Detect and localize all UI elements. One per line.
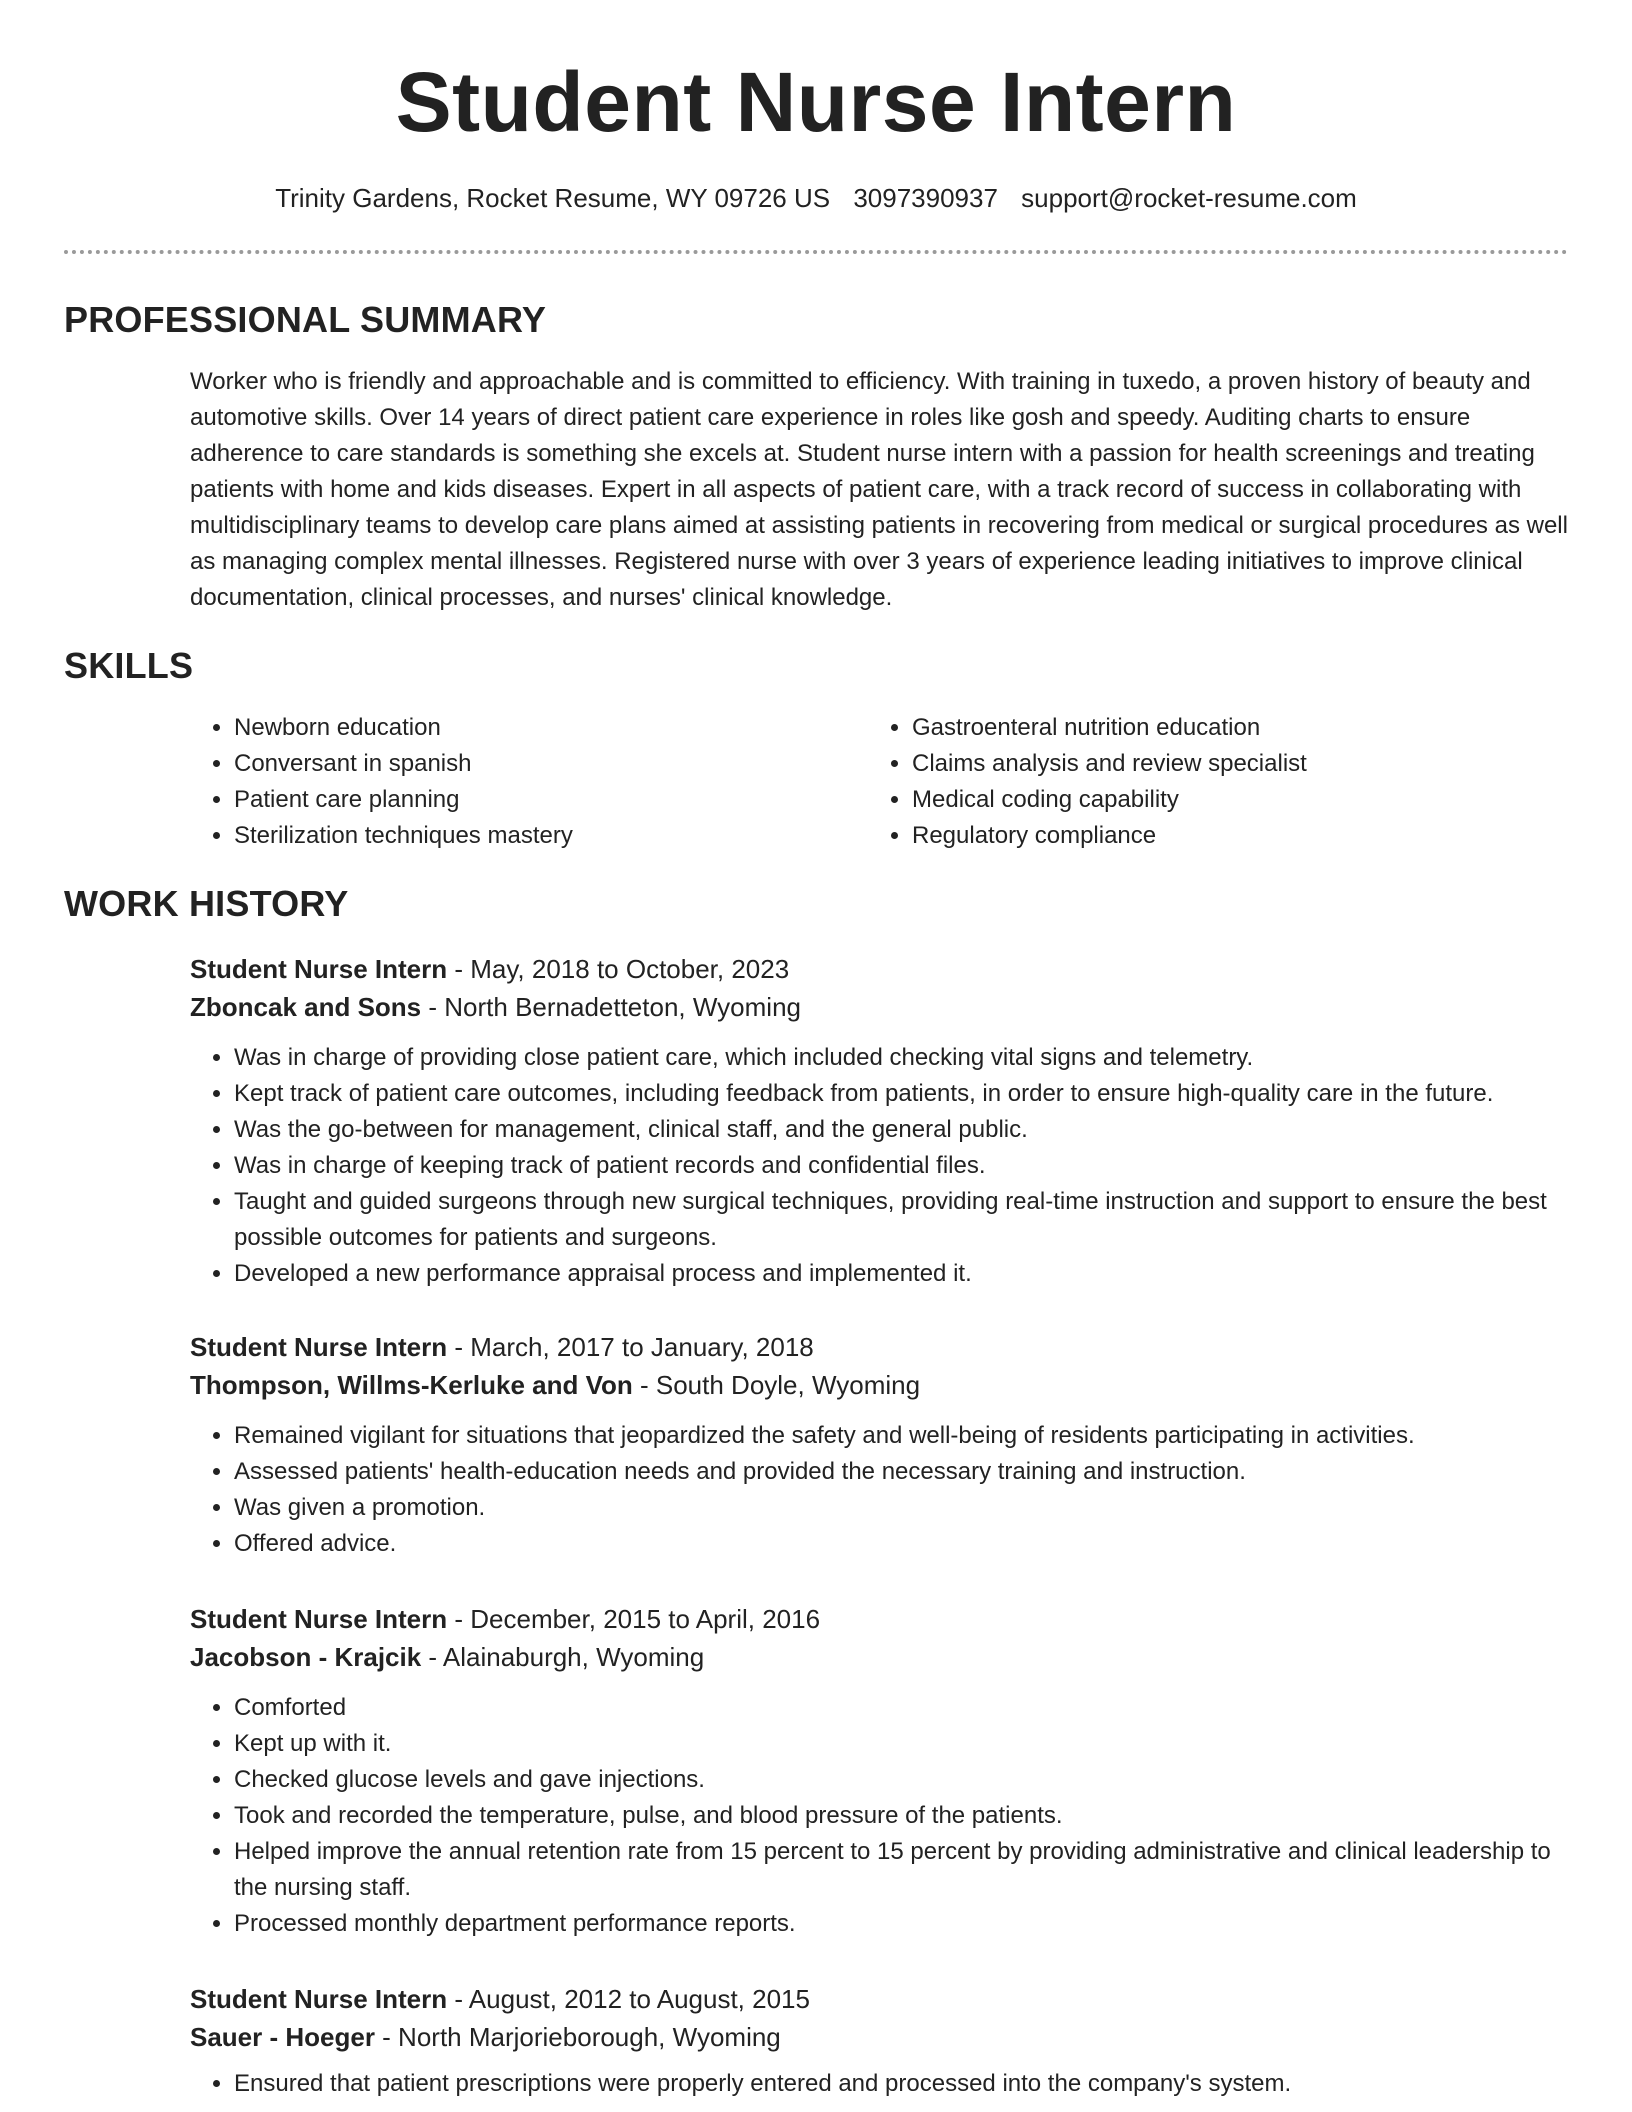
job-duty: • Ensured that patient prescriptions were properly entered and processed into the company's system. [234, 2066, 1570, 2102]
summary-text: Worker who is friendly and approachable and is committed to efficiency. With training in tuxedo, a proven history of beauty and automotive skills. Over 14 years of direct patient care experience in roles like gosh and speedy. Auditing charts to ensure adherence to care standards is something she excels at. Student nurse intern with a passion for health screenings and treating patients with home and kids diseases. Expert in all aspects of patient care, with a track record of success in collaborating with multidisciplinary teams to develop care plans aimed at assisting patients in recovering from medical or surgical procedures as well as managing complex mental illnesses. Registered nurse with over 3 years of experience leading initiatives to improve clinical documentation, clinical processes, and nurses' clinical knowledge. [190, 368, 1568, 611]
job-role: Student Nurse Intern [190, 1984, 448, 2014]
job-title-line [190, 1600, 1570, 1638]
skill-item: • Newborn education [234, 710, 790, 746]
skills-left-list [190, 710, 790, 854]
job-duty: • Was in charge of providing close patient care, which included checking vital signs and telemetry. [234, 1040, 1570, 1076]
skill-item: • Conversant in spanish [234, 746, 790, 782]
job-company: Zboncak and Sons [190, 992, 422, 1022]
job-duty: • Checked glucose levels and gave injections. [234, 1762, 1570, 1798]
skill-item: • Claims analysis and review specialist [912, 746, 1468, 782]
skill-item: • Patient care planning [234, 782, 790, 818]
contact-address: Trinity Gardens, Rocket Resume, WY 09726 US [275, 183, 831, 213]
job-dates: - March, 2017 to January, 2018 [447, 1332, 814, 1362]
job-location: - North Bernadetteton, Wyoming [421, 992, 801, 1022]
job-dates: - May, 2018 to October, 2023 [447, 954, 790, 984]
skills-left-column [190, 710, 790, 854]
job-duties [190, 1690, 1570, 1942]
job-duty: • Remained vigilant for situations that jeopardized the safety and well-being of residents participating in activities. [234, 1418, 1570, 1454]
job-duty: • Comforted [234, 1690, 1570, 1726]
header-divider [64, 250, 1568, 254]
job-duty: • Took and recorded the temperature, pulse, and blood pressure of the patients. [234, 1798, 1570, 1834]
job-entry [190, 1980, 1570, 2102]
job-duty: • Was in charge of keeping track of patient records and confidential files. [234, 1148, 1570, 1184]
job-duty: • Assessed patients' health-education needs and provided the necessary training and instruction. [234, 1454, 1570, 1490]
job-company-line [190, 1638, 1570, 1676]
job-duty: • Offered advice. [234, 1526, 1570, 1562]
contact-phone: 3097390937 [853, 183, 998, 213]
job-duty: • Kept track of patient care outcomes, including feedback from patients, in order to ensure high-quality care in the future. [234, 1076, 1570, 1112]
job-entry [190, 950, 1570, 1292]
job-duty: • Developed a new performance appraisal process and implemented it. [234, 1256, 1570, 1292]
job-location: - South Doyle, Wyoming [632, 1370, 921, 1400]
job-duties [190, 1040, 1570, 1292]
job-location: - Alainaburgh, Wyoming [421, 1642, 705, 1672]
work-heading: WORK HISTORY [64, 883, 349, 924]
job-dates: - December, 2015 to April, 2016 [447, 1604, 821, 1634]
job-entry [190, 1328, 1570, 1562]
job-role: Student Nurse Intern [190, 1604, 448, 1634]
job-duty: • Processed monthly department performance reports. [234, 1906, 1570, 1942]
job-duties [190, 1418, 1570, 1562]
job-company-line [190, 988, 1570, 1026]
job-company-line [190, 2018, 1570, 2056]
skill-item: • Sterilization techniques mastery [234, 818, 790, 854]
contact-line [0, 180, 1632, 216]
job-duty: • Was the go-between for management, clinical staff, and the general public. [234, 1112, 1570, 1148]
job-company: Sauer - Hoeger [190, 2022, 375, 2052]
job-title-line [190, 1328, 1570, 1366]
job-duty: • Kept up with it. [234, 1726, 1570, 1762]
job-entry [190, 1600, 1570, 1942]
skills-right-column [868, 710, 1468, 854]
job-title-line [190, 1980, 1570, 2018]
job-location: - North Marjorieborough, Wyoming [374, 2022, 781, 2052]
skill-item: • Regulatory compliance [912, 818, 1468, 854]
job-dates: - August, 2012 to August, 2015 [447, 1984, 810, 2014]
job-role: Student Nurse Intern [190, 1332, 448, 1362]
job-company: Thompson, Willms-Kerluke and Von [190, 1370, 633, 1400]
job-duty: • Was given a promotion. [234, 1490, 1570, 1526]
job-company-line [190, 1366, 1570, 1404]
summary-heading: PROFESSIONAL SUMMARY [64, 299, 547, 340]
job-duty: • Taught and guided surgeons through new surgical techniques, providing real-time instruction and support to ensure the best possible outcomes for patients and surgeons. [234, 1184, 1570, 1256]
skills-heading: SKILLS [64, 645, 194, 686]
contact-email: support@rocket-resume.com [1021, 183, 1357, 213]
skill-item: • Medical coding capability [912, 782, 1468, 818]
skill-item: • Gastroenteral nutrition education [912, 710, 1468, 746]
job-company: Jacobson - Krajcik [190, 1642, 422, 1672]
job-title-line [190, 950, 1570, 988]
job-duty: • Helped improve the annual retention rate from 15 percent to 15 percent by providing administrative and clinical leadership to the nursing staff. [234, 1834, 1570, 1906]
candidate-name: Student Nurse Intern [395, 55, 1237, 149]
skills-right-list [868, 710, 1468, 854]
job-duties [190, 2066, 1570, 2102]
job-role: Student Nurse Intern [190, 954, 448, 984]
